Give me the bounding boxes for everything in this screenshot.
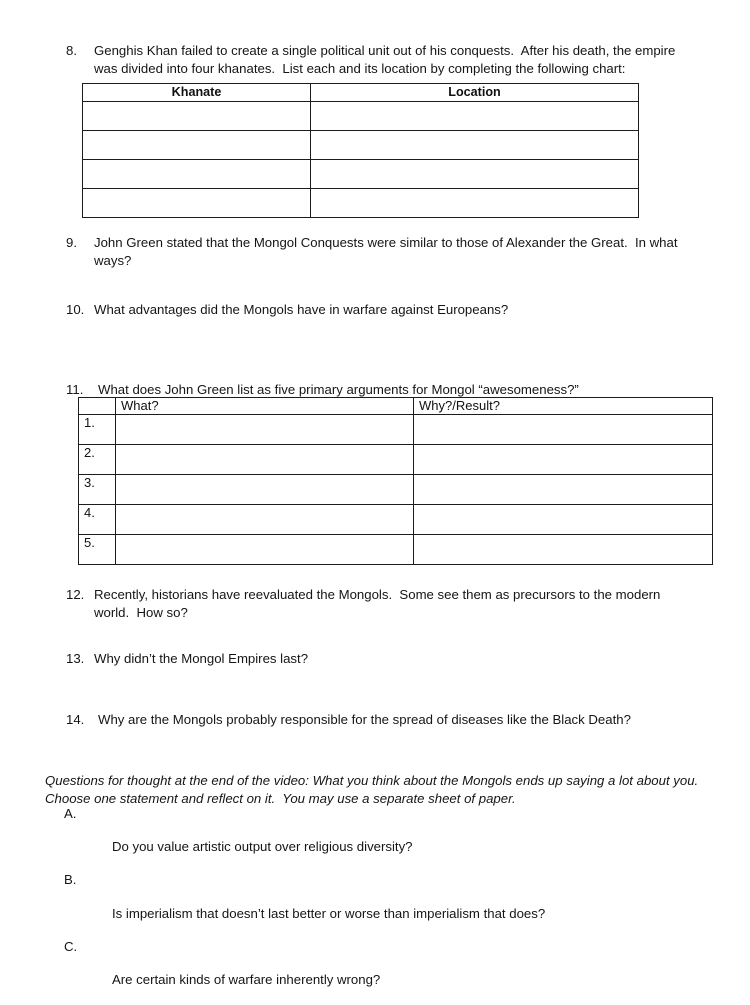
list-item-text: Are certain kinds of warfare inherently wrong? xyxy=(111,971,381,987)
question-14-text: Why are the Mongols probably responsible for the spread of diseases like the Black Death? xyxy=(98,712,631,727)
table-row xyxy=(79,505,713,535)
question-9-text: John Green stated that the Mongol Conquests were similar to those of Alexander the Great. In what ways? xyxy=(94,235,682,268)
list-item-letter: C. xyxy=(64,938,78,954)
arguments-table-header-number xyxy=(79,398,116,415)
arguments-table-header-why: Why?/Result? xyxy=(414,398,713,415)
list-item xyxy=(64,806,684,872)
question-8-number: 8. xyxy=(66,43,77,58)
arguments-table xyxy=(78,397,713,565)
what-cell[interactable] xyxy=(116,445,414,475)
question-13-text: Why didn’t the Mongol Empires last? xyxy=(94,651,309,666)
row-number: 4. xyxy=(79,505,116,535)
table-row xyxy=(83,102,639,131)
what-cell[interactable] xyxy=(116,535,414,565)
location-cell[interactable] xyxy=(311,189,639,218)
location-cell[interactable] xyxy=(311,131,639,160)
question-11 xyxy=(66,381,696,399)
why-result-cell[interactable] xyxy=(414,535,713,565)
why-result-cell[interactable] xyxy=(414,415,713,445)
khanate-cell[interactable] xyxy=(83,160,311,189)
list-item-letter: B. xyxy=(64,872,77,888)
arguments-table-header-row xyxy=(79,398,713,415)
question-8 xyxy=(66,42,690,77)
list-item-letter: A. xyxy=(64,806,77,821)
question-10-text: What advantages did the Mongols have in warfare against Europeans? xyxy=(94,302,509,317)
row-number: 2. xyxy=(79,445,116,475)
question-12-number: 12. xyxy=(66,587,85,602)
question-12-text: Recently, historians have reevaluated the Mongols. Some see them as precursors to the modern world. How so? xyxy=(94,587,665,620)
arguments-table-header-what: What? xyxy=(116,398,414,415)
list-item-text: Do you value artistic output over religious diversity? xyxy=(111,839,413,855)
table-row xyxy=(79,445,713,475)
khanate-cell[interactable] xyxy=(83,102,311,131)
question-14 xyxy=(66,711,696,729)
question-13 xyxy=(66,650,690,668)
row-number: 3. xyxy=(79,475,116,505)
khanate-table xyxy=(82,83,639,218)
question-9 xyxy=(66,234,690,269)
list-item xyxy=(64,872,684,938)
table-row xyxy=(79,415,713,445)
row-number: 5. xyxy=(79,535,116,565)
location-cell[interactable] xyxy=(311,102,639,131)
question-13-number: 13. xyxy=(66,651,85,666)
why-result-cell[interactable] xyxy=(414,445,713,475)
table-row xyxy=(83,160,639,189)
khanate-table-header-khanate: Khanate xyxy=(83,84,311,102)
why-result-cell[interactable] xyxy=(414,475,713,505)
list-item xyxy=(64,939,684,1005)
what-cell[interactable] xyxy=(116,475,414,505)
row-number: 1. xyxy=(79,415,116,445)
question-12 xyxy=(66,586,690,621)
question-11-text: What does John Green list as five primary arguments for Mongol “awesomeness?” xyxy=(98,382,579,397)
why-result-cell[interactable] xyxy=(414,505,713,535)
question-8-text: Genghis Khan failed to create a single political unit out of his conquests. After his death, the empire was divided into four khanates. List each and its location by completing the following chart: xyxy=(94,43,680,76)
list-item-text: Is imperialism that doesn’t last better or worse than imperialism that does? xyxy=(111,905,546,921)
table-row xyxy=(79,475,713,505)
location-cell[interactable] xyxy=(311,160,639,189)
table-row xyxy=(83,189,639,218)
question-14-number: 14. xyxy=(66,712,85,727)
table-row xyxy=(83,131,639,160)
question-11-number: 11. xyxy=(66,382,84,397)
question-9-number: 9. xyxy=(66,235,77,250)
question-10 xyxy=(66,301,690,319)
khanate-table-header-row xyxy=(83,84,639,102)
reflection-intro: Questions for thought at the end of the video: What you think about the Mongols ends up saying a lot about you. Choose one statement and reflect on it. You may use a separate sheet of paper. xyxy=(45,773,706,806)
what-cell[interactable] xyxy=(116,505,414,535)
what-cell[interactable] xyxy=(116,415,414,445)
khanate-cell[interactable] xyxy=(83,131,311,160)
question-10-number: 10. xyxy=(66,302,85,317)
table-row xyxy=(79,535,713,565)
khanate-table-header-location: Location xyxy=(311,84,639,102)
khanate-cell[interactable] xyxy=(83,189,311,218)
reflection-list xyxy=(64,806,684,1005)
